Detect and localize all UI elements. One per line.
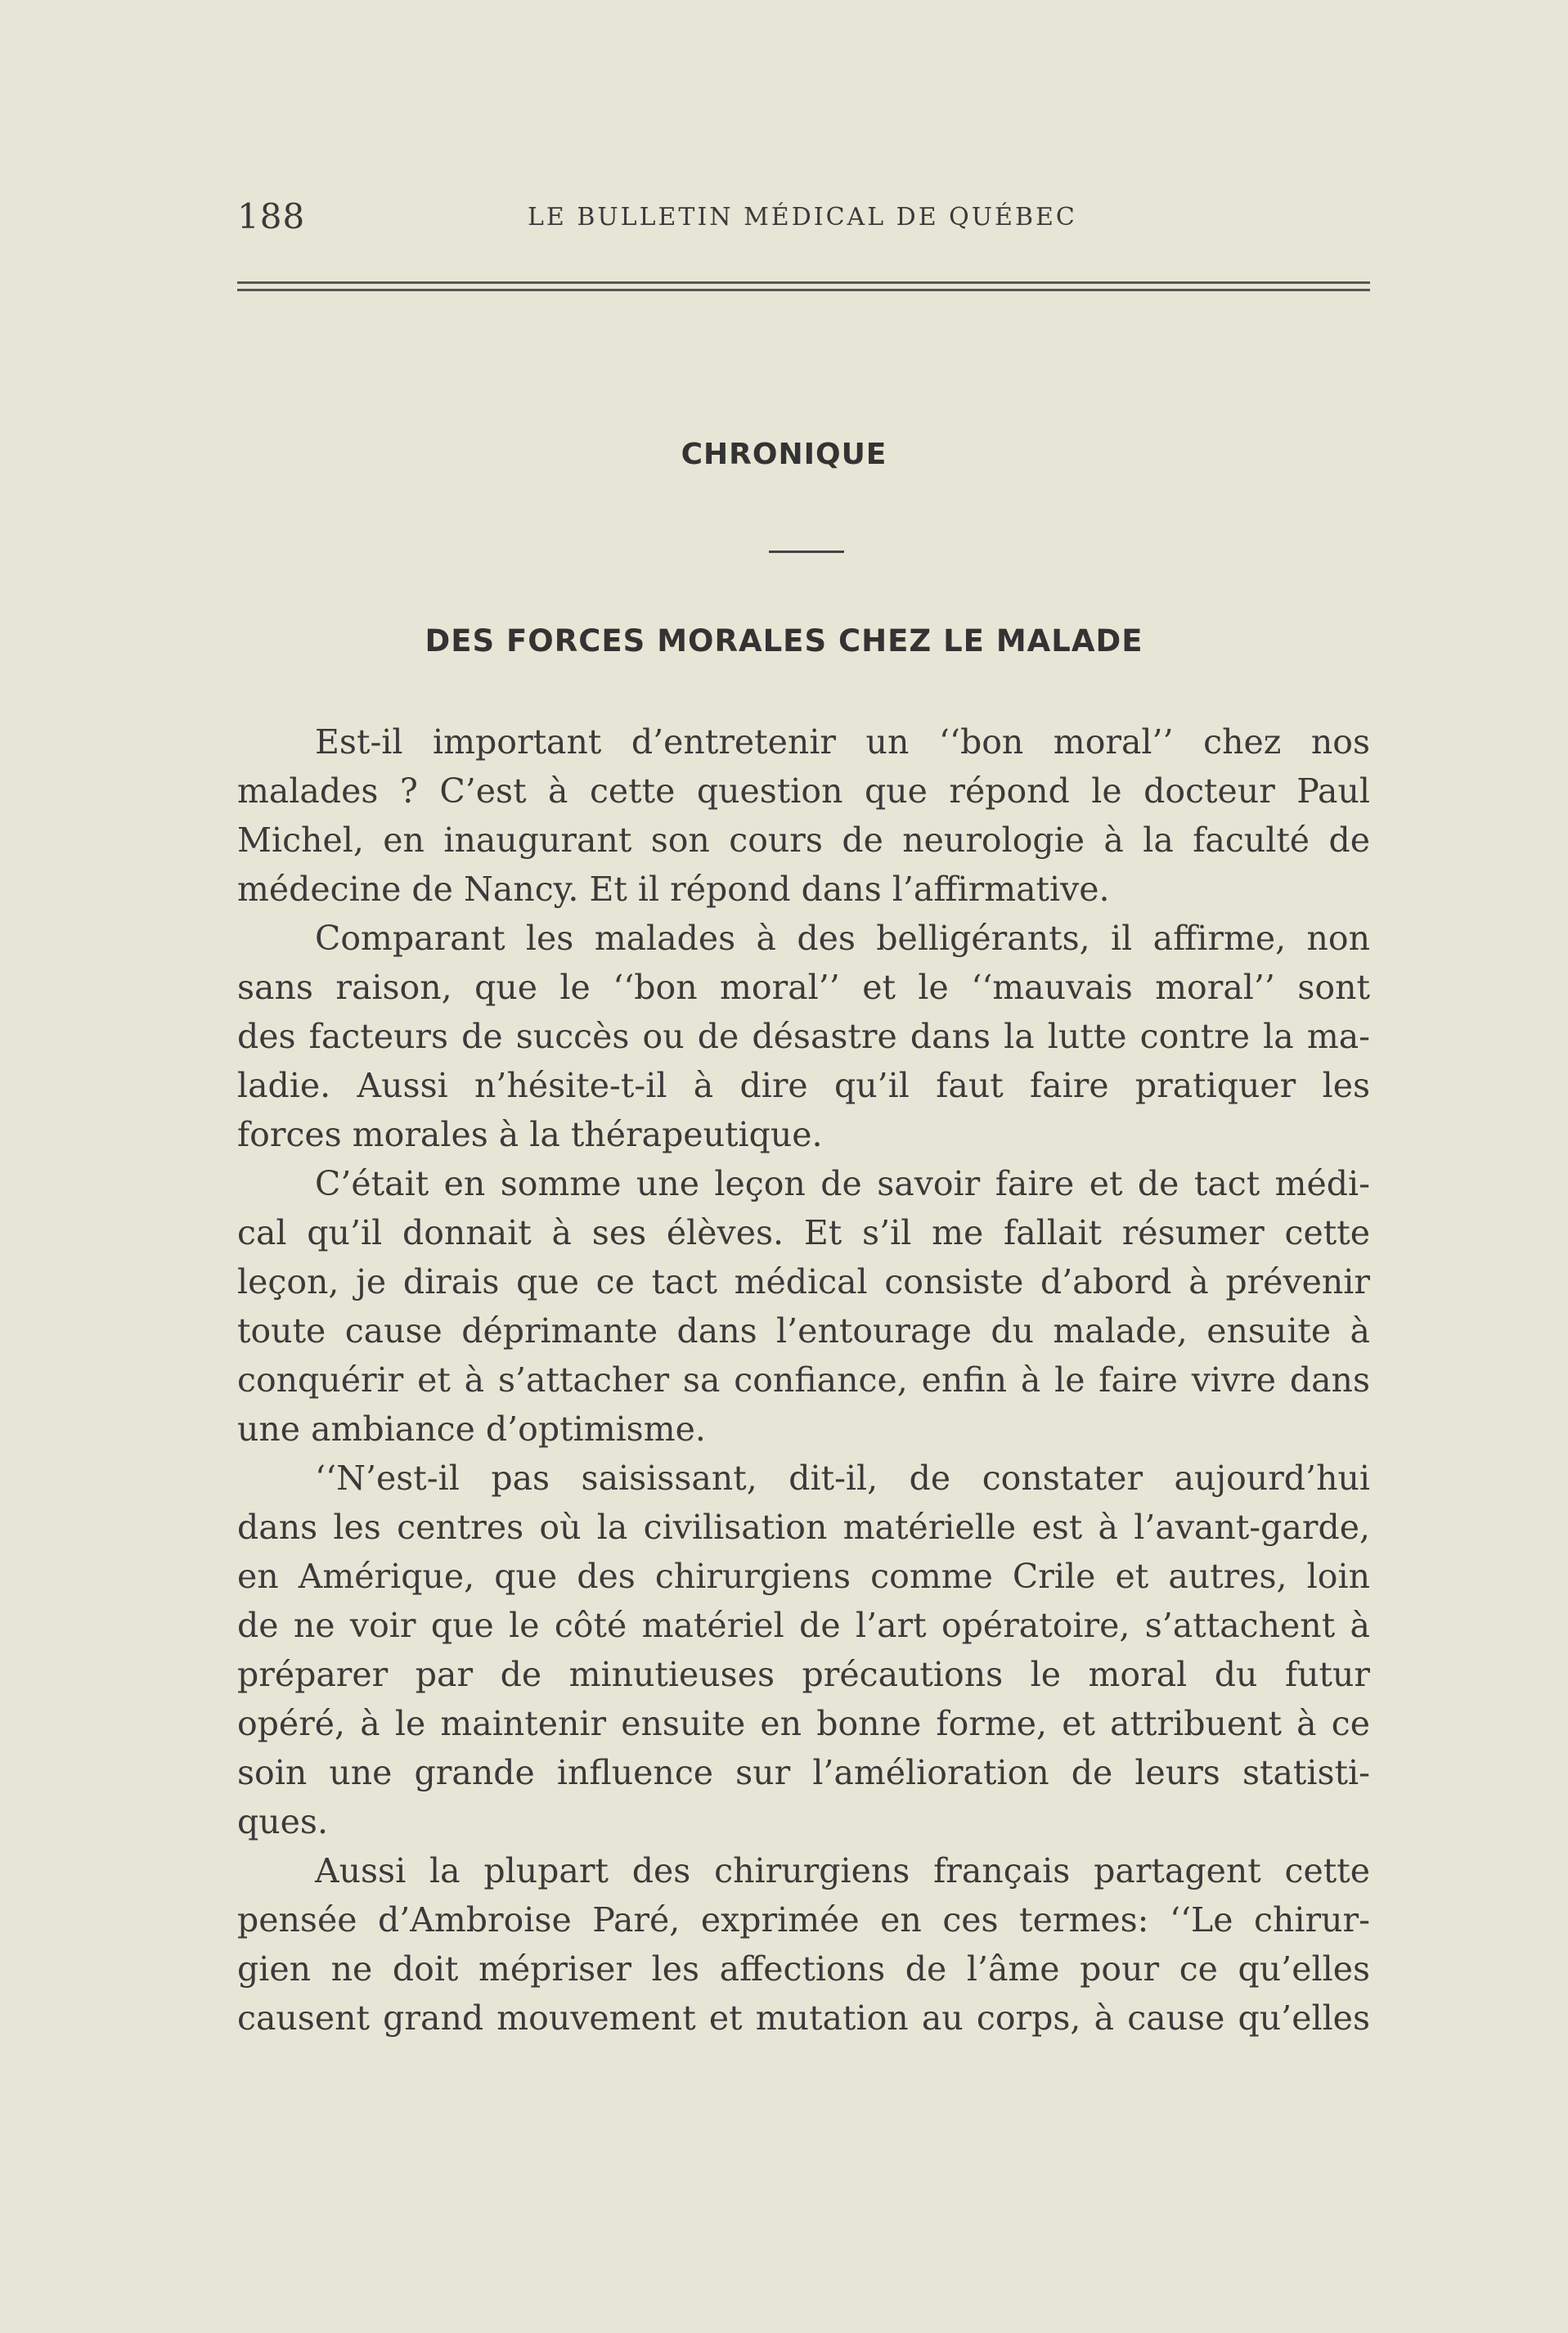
text-line: malades ? C’est à cette question que répond le docteur Paul (237, 771, 1370, 811)
page-number: 188 (237, 196, 306, 236)
text-line: Aussi la plupart des chirurgiens français partagent cette (315, 1851, 1370, 1890)
text-line: opéré, à le maintenir ensuite en bonne forme, et attribuent à ce (237, 1704, 1370, 1743)
text-line: C’était en somme une leçon de savoir faire et de tact médi- (315, 1164, 1370, 1203)
text-line: Comparant les malades à des belligérants, il affirme, non (315, 919, 1370, 958)
section-title: CHRONIQUE (681, 438, 887, 471)
text-line: soin une grande influence sur l’amélioration de leurs statisti- (237, 1753, 1370, 1792)
text-line: leçon, je dirais que ce tact médical consiste d’abord à prévenir (237, 1262, 1370, 1301)
text-line: gien ne doit mépriser les affections de l’âme pour ce qu’elles (237, 1949, 1370, 1989)
article-body (237, 717, 1370, 2043)
running-header (237, 196, 1370, 245)
text-line: dans les centres où la civilisation matérielle est à l’avant-garde, (237, 1508, 1370, 1547)
text-line: médecine de Nancy. Et il répond dans l’affirmative. (237, 870, 1110, 909)
journal-title: LE BULLETIN MÉDICAL DE QUÉBEC (528, 203, 1077, 232)
text-line: préparer par de minutieuses précautions le moral du futur (237, 1655, 1370, 1694)
text-line: ques. (237, 1802, 328, 1841)
text-line: pensée d’Ambroise Paré, exprimée en ces termes: ‘‘Le chirur- (237, 1900, 1370, 1940)
text-line: sans raison, que le ‘‘bon moral’’ et le ‘‘mauvais moral’’ sont (237, 968, 1370, 1007)
text-line: de ne voir que le côté matériel de l’art opératoire, s’attachent à (237, 1606, 1370, 1645)
text-line: ‘‘N’est-il pas saisissant, dit-il, de constater aujourd’hui (315, 1459, 1370, 1498)
text-line: forces morales à la thérapeutique. (237, 1115, 823, 1154)
header-double-rule (237, 281, 1370, 291)
text-line: conquérir et à s’attacher sa confiance, enfin à le faire vivre dans (237, 1360, 1370, 1400)
text-line: ladie. Aussi n’hésite-t-il à dire qu’il faut faire pratiquer les (237, 1066, 1370, 1105)
text-line: causent grand mouvement et mutation au corps, à cause qu’elles (237, 1998, 1370, 2038)
title-separator-rule (769, 551, 844, 553)
text-line: cal qu’il donnait à ses élèves. Et s’il me fallait résumer cette (237, 1213, 1370, 1252)
text-line: Est-il important d’entretenir un ‘‘bon moral’’ chez nos (315, 722, 1370, 762)
text-line: une ambiance d’optimisme. (237, 1409, 706, 1449)
text-line: toute cause déprimante dans l’entourage du malade, ensuite à (237, 1311, 1370, 1351)
text-line: Michel, en inaugurant son cours de neurologie à la faculté de (237, 820, 1370, 860)
text-line: des facteurs de succès ou de désastre dans la lutte contre la ma- (237, 1017, 1370, 1056)
text-line: en Amérique, que des chirurgiens comme Crile et autres, loin (237, 1557, 1370, 1596)
article-title: DES FORCES MORALES CHEZ LE MALADE (425, 623, 1143, 659)
